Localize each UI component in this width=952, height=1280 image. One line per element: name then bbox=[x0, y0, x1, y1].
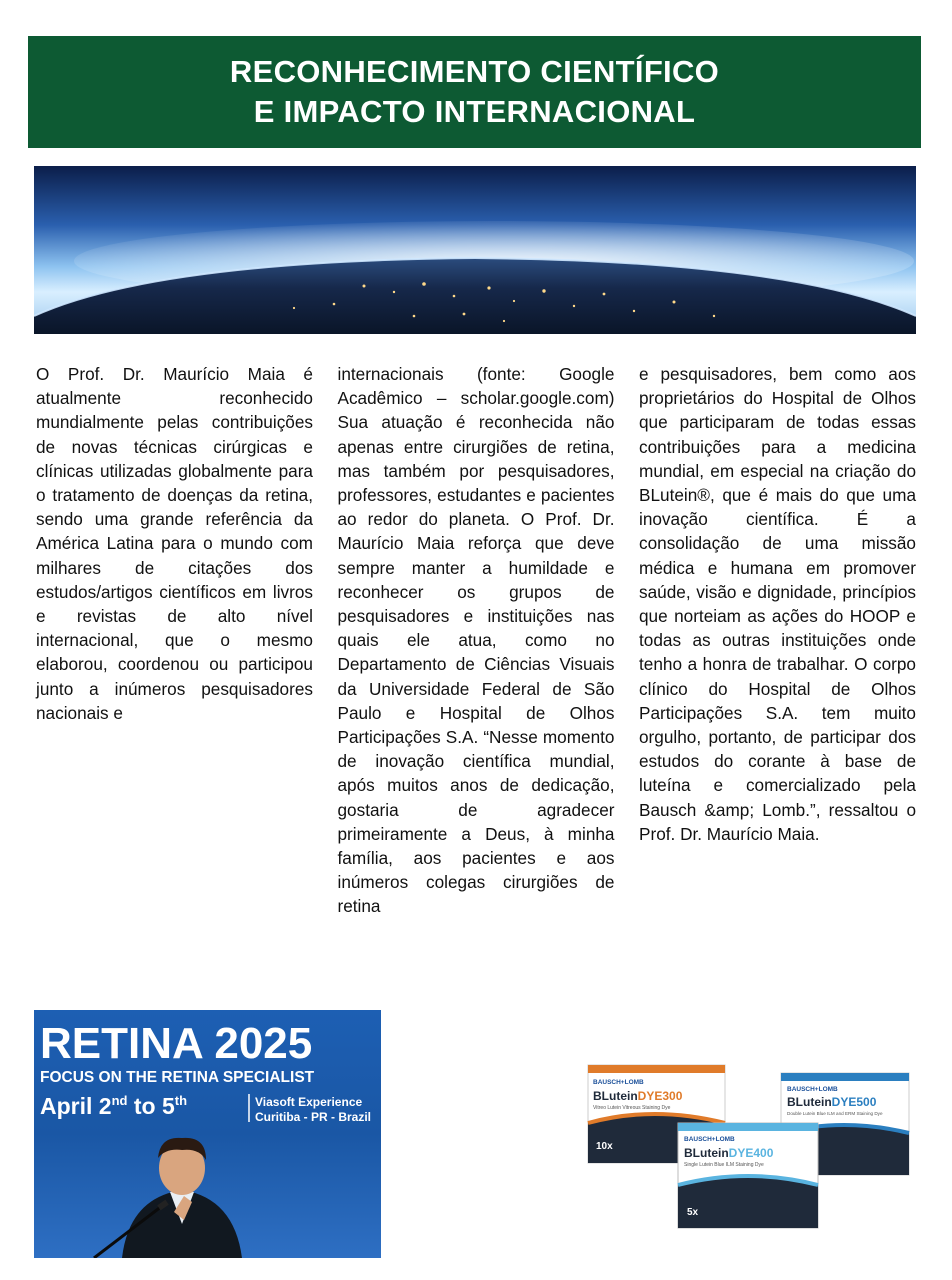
svg-text:BAUSCH+LOMB: BAUSCH+LOMB bbox=[684, 1136, 735, 1143]
svg-text:Double Lutein Blue ILM and ERM: Double Lutein Blue ILM and ERM Staining Dye bbox=[787, 1111, 883, 1116]
event-location: Curitiba - PR - Brazil bbox=[255, 1110, 372, 1124]
svg-text:BAUSCH+LOMB: BAUSCH+LOMB bbox=[593, 1079, 644, 1086]
svg-text:BLuteinDYE500: BLuteinDYE500 bbox=[787, 1095, 877, 1109]
event-title: RETINA 2025 bbox=[40, 1019, 313, 1068]
product-box-dye400 bbox=[678, 1123, 818, 1228]
svg-text:5x: 5x bbox=[687, 1207, 699, 1218]
svg-text:BAUSCH+LOMB: BAUSCH+LOMB bbox=[787, 1086, 838, 1093]
svg-text:Vitreo Lutein Vitreous Stainin: Vitreo Lutein Vitreous Staining Dye bbox=[593, 1105, 671, 1111]
event-subtitle: FOCUS ON THE RETINA SPECIALIST bbox=[40, 1069, 315, 1086]
earth-from-space-banner bbox=[34, 166, 916, 334]
article-column-1 bbox=[36, 362, 313, 919]
event-venue: Viasoft Experience bbox=[255, 1095, 363, 1109]
header-title-line1: RECONHECIMENTO CIENTÍFICO bbox=[229, 54, 720, 89]
svg-text:BLuteinDYE300: BLuteinDYE300 bbox=[593, 1089, 683, 1103]
article-paragraph: O Prof. Dr. Maurício Maia é atualmente reconhecido mundialmente pelas contribuições de novas técnicas cirúrgicas e clínicas utilizadas globalmente para o tratamento de doenças da retina, sendo uma grande referência da América Latina para o mundo com milhares de citações dos estudos/artigos científicos em livros e revistas de alto nível internacional, que o mesmo elaborou, coordenou ou participou junto a inúmeros pesquisadores nacionais e bbox=[36, 364, 313, 723]
retina-2025-event-photo bbox=[34, 1010, 381, 1258]
article-column-2 bbox=[338, 362, 615, 919]
article-column-3 bbox=[639, 362, 916, 919]
article-paragraph: e pesquisadores, bem como aos proprietários do Hospital de Olhos que participaram de todas essas contribuições para a medicina mundial, em especial na criação do BLutein®, que é mais do que uma inovação científica. É a consolidação de uma missão médica e humana em promover saúde, visão e dignidade, princípios que norteiam as ações do HOOP e todas as outras instituições onde tenho a honra de trabalhar. O corpo clínico do Hospital de Olhos Participações S.A. tem muito orgulho, portanto, de participar dos estudos do corante à base de luteína e comercializado pela Bausch &amp; Lomb.”, ressaltou o Prof. Dr. Maurício Maia. bbox=[639, 364, 916, 844]
event-dates: April 2nd to 5th bbox=[40, 1093, 188, 1119]
page-header bbox=[28, 36, 921, 148]
article-body bbox=[36, 362, 916, 919]
svg-text:10x: 10x bbox=[596, 1141, 613, 1152]
article-paragraph: internacionais (fonte: Google Acadêmico – scholar.google.com) Sua atuação é reconhecida não apenas entre cirurgiões de retina, mas também por pesquisadores, professores, estudantes e pacientes ao redor do planeta. O Prof. Dr. Maurício Maia reforça que deve sempre manter a humildade e reconhecer os grupos de pesquisadores e instituições nas quais ele atua, como no Departamento de Ciências Visuais da Universidade Federal de São Paulo e Hospital de Olhos Participações S.A. “Nesse momento de inovação científica mundial, após muitos anos de dedicação, gostaria de agradecer primeiramente a Deus, à minha família, aos pacientes e aos inúmeros colegas cirurgiões de retina bbox=[337, 364, 615, 917]
svg-text:Single Lutein Blue ILM Stainin: Single Lutein Blue ILM Staining Dye bbox=[684, 1162, 764, 1168]
blutein-product-photo bbox=[563, 1005, 911, 1253]
svg-text:BLuteinDYE400: BLuteinDYE400 bbox=[684, 1146, 774, 1160]
header-title-line2: E IMPACTO INTERNACIONAL bbox=[253, 94, 696, 129]
